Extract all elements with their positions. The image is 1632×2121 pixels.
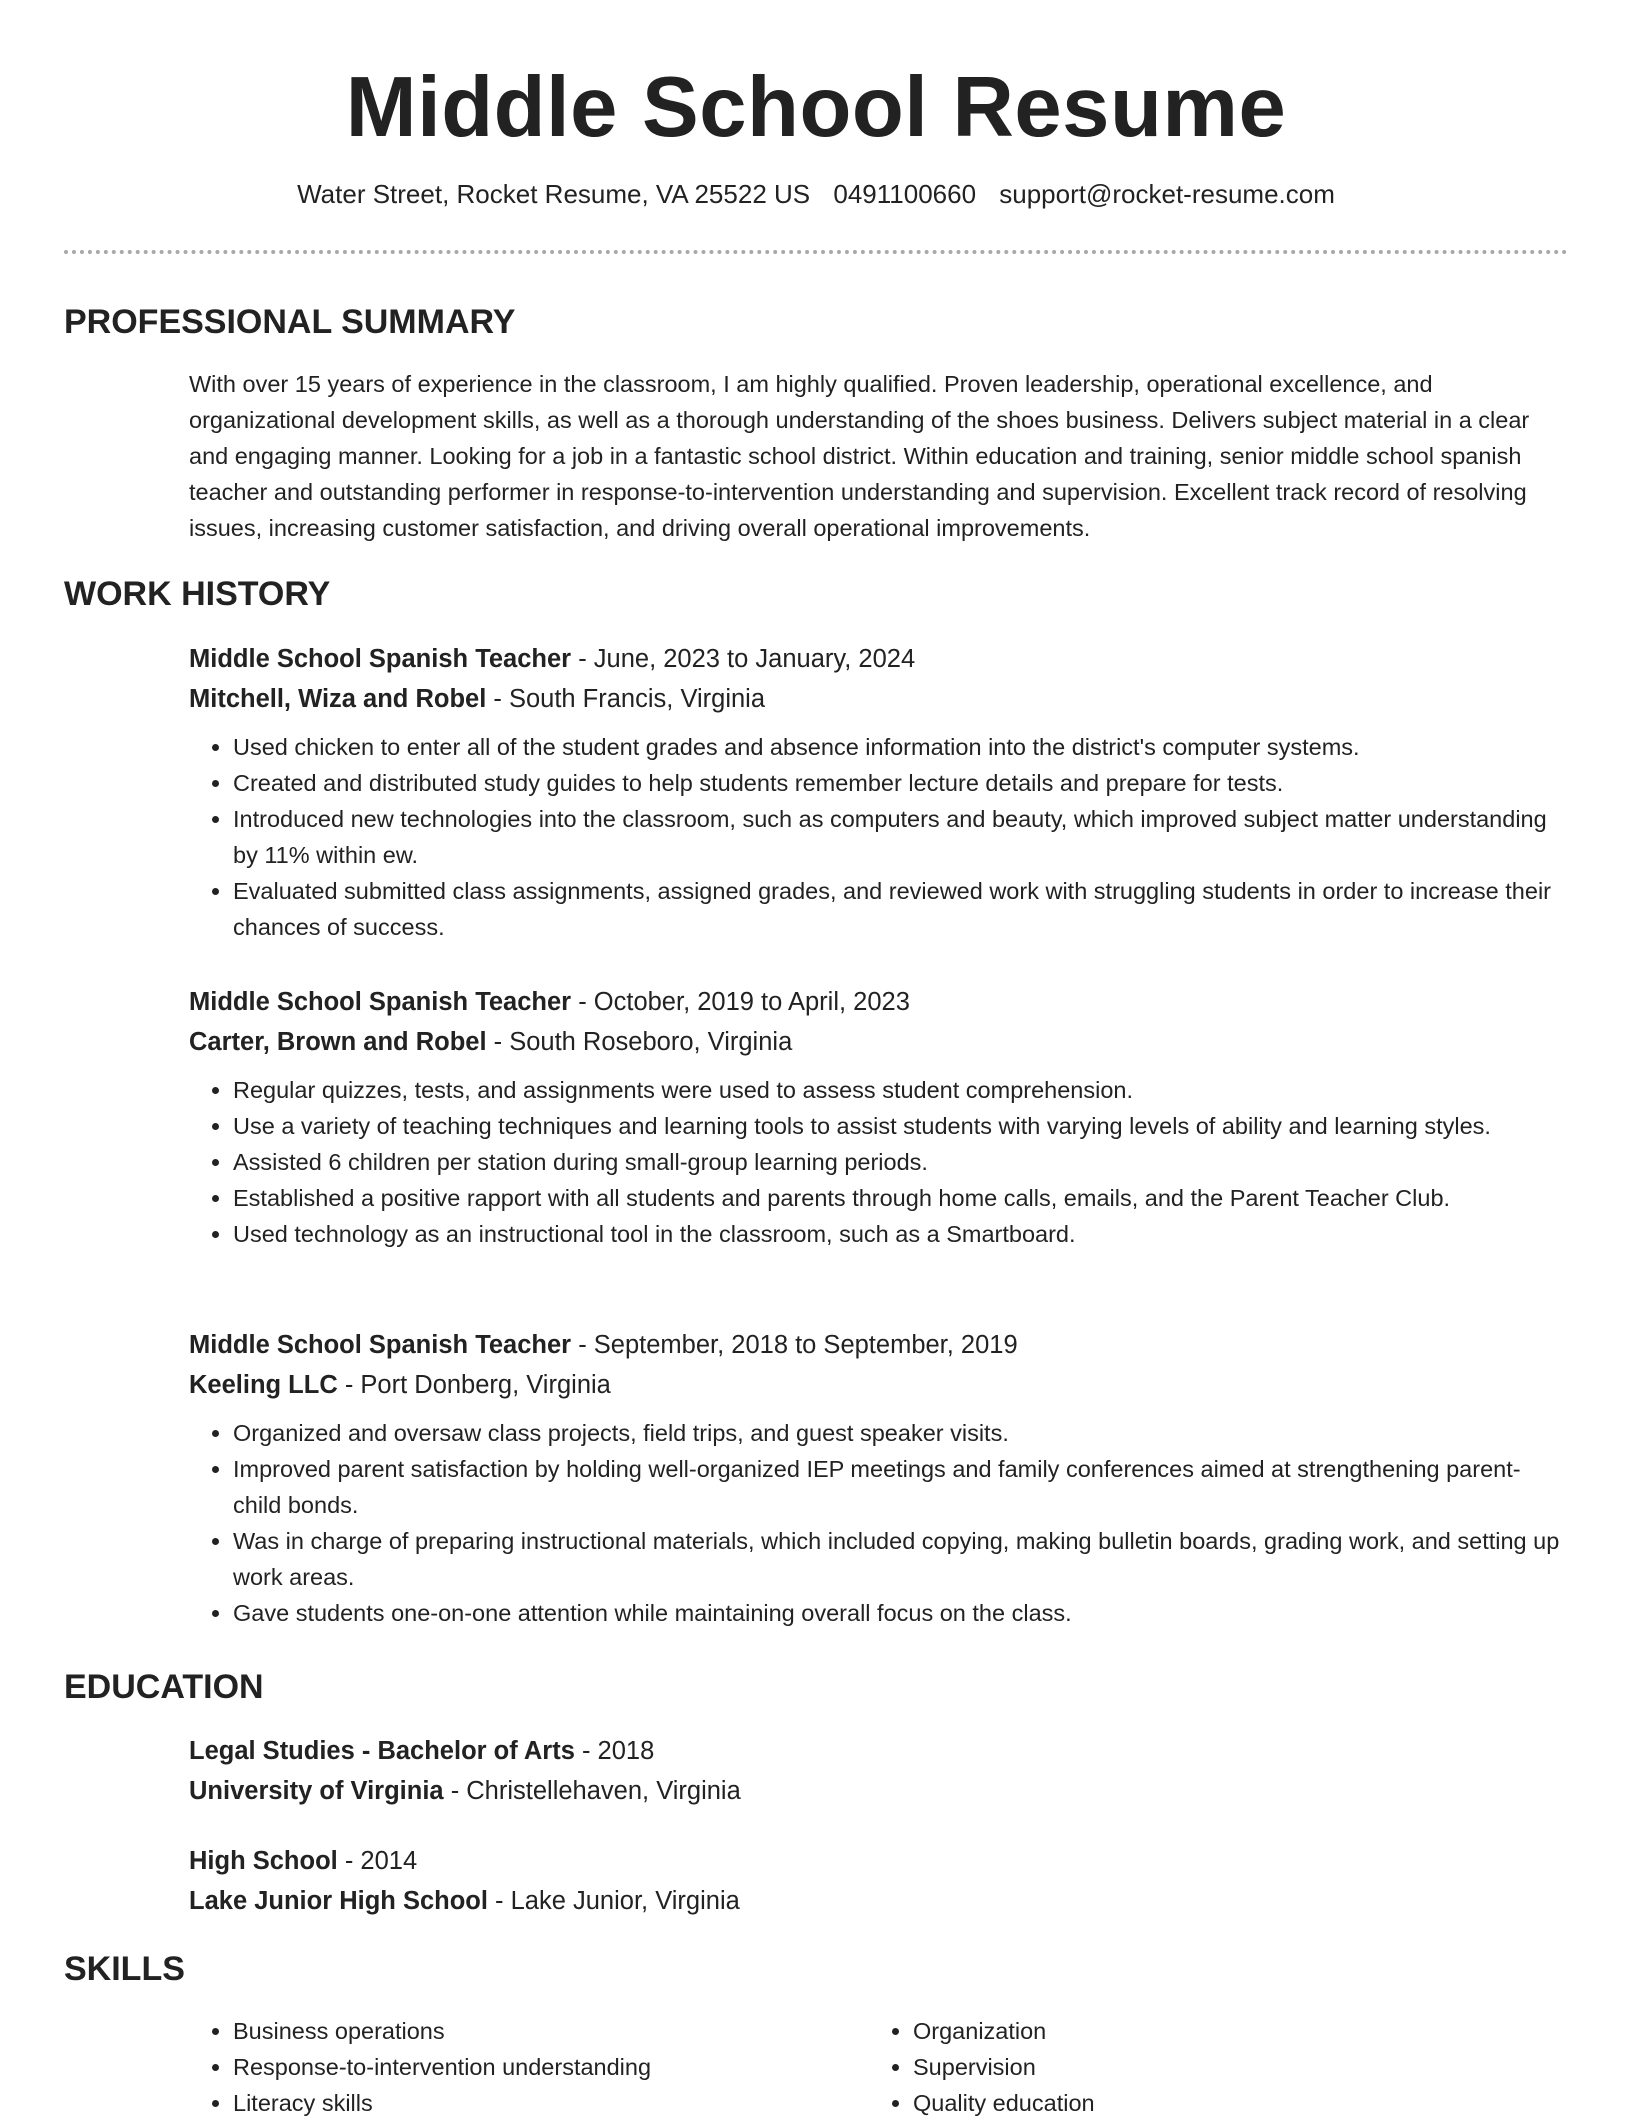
contact-line: [64, 176, 1568, 212]
list-item: • Evaluated submitted class assignments, assigned grades, and reviewed work with struggling students in order to increase their chances of success.: [233, 873, 1564, 945]
section-heading-work: WORK HISTORY: [64, 575, 331, 613]
degree-year: - 2018: [574, 1737, 655, 1765]
skills-column-left: [189, 2013, 869, 2121]
header-divider: [64, 250, 1568, 254]
job-bullets: [189, 1072, 1564, 1252]
list-item: • Was in charge of preparing instructional materials, which included copying, making bulletin boards, grading work, and setting up work areas.: [233, 1523, 1564, 1595]
summary-text: With over 15 years of experience in the classroom, I am highly qualified. Proven leadership, operational excellence, and organizational development skills, as well as a thorough understanding of the shoes business. Delivers subject material in a clear and engaging manner. Looking for a job in a fantastic school district. Within education and training, senior middle school spanish teacher and outstanding performer in response-to-intervention understanding and supervision. Excellent track record of resolving issues, increasing customer satisfaction, and driving overall operational improvements.: [189, 371, 1530, 541]
school-line: [189, 1881, 1564, 1921]
job-entry: [189, 639, 1564, 945]
degree-line: [189, 1841, 1564, 1881]
job-dates: - June, 2023 to January, 2024: [571, 645, 916, 673]
page-title: Middle School Resume: [345, 60, 1287, 155]
job-employer-line: [189, 1365, 1564, 1405]
address: Water Street, Rocket Resume, VA 25522 US: [297, 179, 811, 209]
list-item: • Literacy skills: [233, 2085, 869, 2121]
summary-block: [189, 366, 1564, 546]
list-item: • Regular quizzes, tests, and assignments were used to assess student comprehension.: [233, 1072, 1564, 1108]
job-dates: - October, 2019 to April, 2023: [571, 988, 910, 1016]
school-line: [189, 1771, 1564, 1811]
school-location: - Christellehaven, Virginia: [443, 1777, 741, 1805]
skills-list: [189, 2013, 1564, 2121]
list-item: • Organized and oversaw class projects, field trips, and guest speaker visits.: [233, 1415, 1564, 1451]
job-location: - Port Donberg, Virginia: [337, 1371, 611, 1399]
job-title-line: [189, 1325, 1564, 1365]
skills-column-right: [869, 2013, 1549, 2121]
job-bullets: [189, 729, 1564, 945]
school-location: - Lake Junior, Virginia: [487, 1887, 740, 1915]
job-title: Middle School Spanish Teacher: [189, 645, 572, 673]
degree: High School: [189, 1847, 338, 1875]
job-location: - South Francis, Virginia: [486, 685, 766, 713]
degree: Legal Studies - Bachelor of Arts: [189, 1737, 575, 1765]
list-item: • Used technology as an instructional tool in the classroom, such as a Smartboard.: [233, 1216, 1564, 1252]
job-entry: [189, 1325, 1564, 1631]
list-item: • Assisted 6 children per station during small-group learning periods.: [233, 1144, 1564, 1180]
resume-page: [64, 0, 1568, 2116]
phone: 0491100660: [833, 179, 977, 209]
education-entry: [189, 1841, 1564, 1921]
list-item: • Created and distributed study guides to help students remember lecture details and prepare for tests.: [233, 765, 1564, 801]
list-item: • Gave students one-on-one attention while maintaining overall focus on the class.: [233, 1595, 1564, 1631]
email: support@rocket-resume.com: [999, 179, 1335, 209]
job-employer: Keeling LLC: [189, 1371, 338, 1399]
school: University of Virginia: [189, 1777, 444, 1805]
school: Lake Junior High School: [189, 1887, 488, 1915]
job-dates: - September, 2018 to September, 2019: [571, 1331, 1018, 1359]
list-item: • Organization: [913, 2013, 1549, 2049]
list-item: • Improved parent satisfaction by holding well-organized IEP meetings and family conferences aimed at strengthening parent-child bonds.: [233, 1451, 1564, 1523]
job-employer: Mitchell, Wiza and Robel: [189, 685, 487, 713]
degree-line: [189, 1731, 1564, 1771]
job-employer: Carter, Brown and Robel: [189, 1028, 487, 1056]
list-item: • Supervision: [913, 2049, 1549, 2085]
list-item: • Introduced new technologies into the classroom, such as computers and beauty, which improved subject matter understanding by 11% within ew.: [233, 801, 1564, 873]
list-item: • Used chicken to enter all of the student grades and absence information into the district's computer systems.: [233, 729, 1564, 765]
list-item: • Use a variety of teaching techniques and learning tools to assist students with varying levels of ability and learning styles.: [233, 1108, 1564, 1144]
job-employer-line: [189, 679, 1564, 719]
job-title: Middle School Spanish Teacher: [189, 988, 572, 1016]
job-employer-line: [189, 1022, 1564, 1062]
job-title: Middle School Spanish Teacher: [189, 1331, 572, 1359]
section-heading-skills: SKILLS: [64, 1950, 185, 1988]
section-heading-summary: PROFESSIONAL SUMMARY: [64, 303, 516, 341]
job-bullets: [189, 1415, 1564, 1631]
job-title-line: [189, 639, 1564, 679]
education-entry: [189, 1731, 1564, 1811]
section-heading-education: EDUCATION: [64, 1668, 264, 1706]
degree-year: - 2014: [337, 1847, 418, 1875]
job-title-line: [189, 982, 1564, 1022]
list-item: • Response-to-intervention understanding: [233, 2049, 869, 2085]
list-item: • Quality education: [913, 2085, 1549, 2121]
list-item: • Business operations: [233, 2013, 869, 2049]
job-location: - South Roseboro, Virginia: [486, 1028, 793, 1056]
job-entry: [189, 982, 1564, 1252]
list-item: • Established a positive rapport with all students and parents through home calls, emails, and the Parent Teacher Club.: [233, 1180, 1564, 1216]
